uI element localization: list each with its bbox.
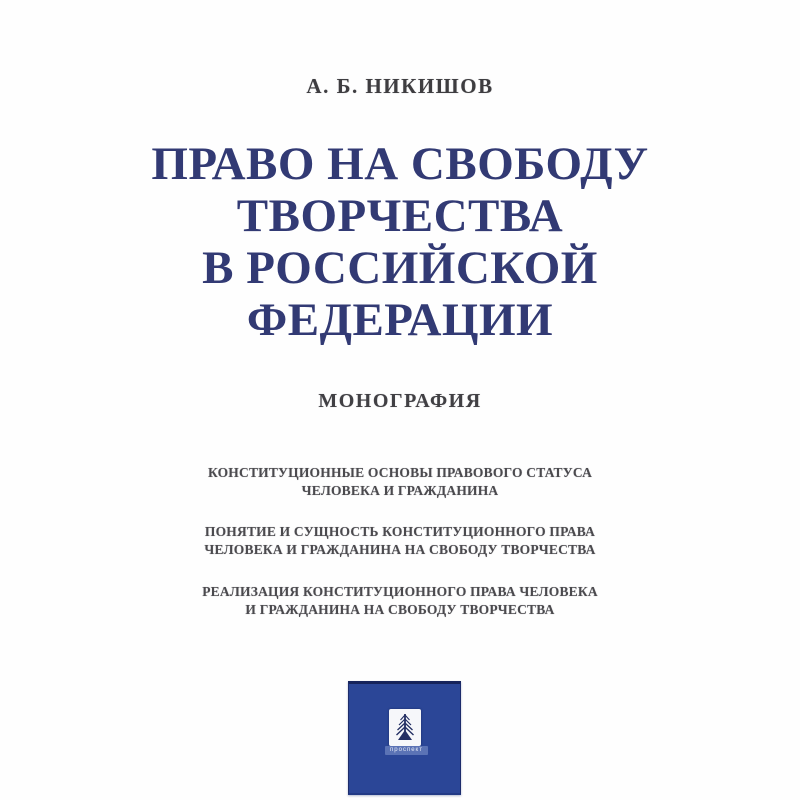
topic-block-2 [0,523,800,558]
topic-1-line-2: ЧЕЛОВЕКА И ГРАЖДАНИНА [301,482,499,498]
prospekt-publisher-logo [348,681,461,795]
title-line-3: В РОССИЙСКОЙ [202,242,598,294]
title-line-1: ПРАВО НА СВОБОДУ [151,138,649,190]
topic-2-line-1: ПОНЯТИЕ И СУЩНОСТЬ КОНСТИТУЦИОННОГО ПРАВА [204,524,596,539]
topic-block-1 [0,464,800,499]
title-line-4: ФЕДЕРАЦИИ [246,294,554,346]
author-name: А. Б. НИКИШОВ [306,74,494,98]
topic-2-line-2: ЧЕЛОВЕКА И ГРАЖДАНИНА НА СВОБОДУ ТВОРЧЕСТВА [204,541,596,557]
poplar-tree-icon [389,710,421,745]
subtitle-monograph: МОНОГРАФИЯ [318,390,482,412]
topic-block-3 [0,583,800,618]
topic-1-line-1: КОНСТИТУЦИОННЫЕ ОСНОВЫ ПРАВОВОГО СТАТУСА [207,465,593,480]
publisher-name-band: проспект [385,746,428,755]
topic-3-line-1: РЕАЛИЗАЦИЯ КОНСТИТУЦИОННОГО ПРАВА ЧЕЛОВЕКА [202,584,598,599]
book-title [0,138,800,346]
title-line-2: ТВОРЧЕСТВА [236,190,564,242]
topic-3-line-2: И ГРАЖДАНИНА НА СВОБОДУ ТВОРЧЕСТВА [245,601,555,617]
publisher-emblem-frame [389,709,421,746]
